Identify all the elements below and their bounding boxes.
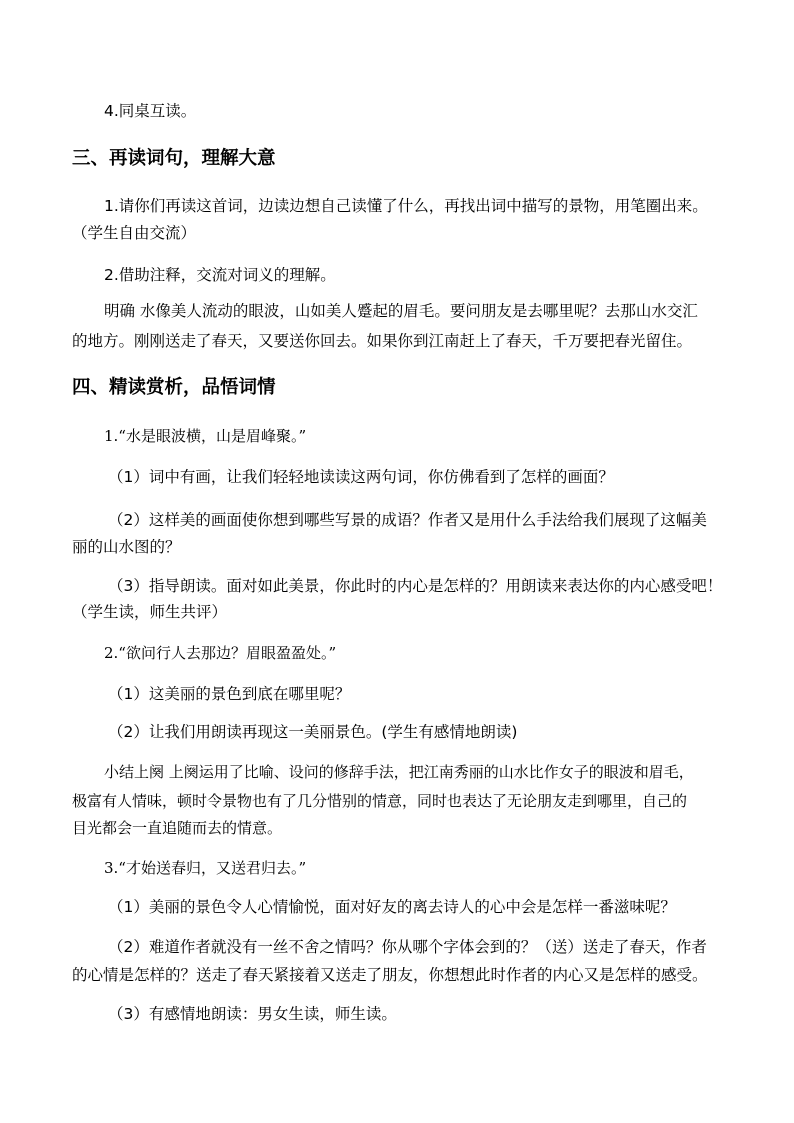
section-3-heading: 三、再读词句，理解大意 (72, 148, 276, 169)
s3-answer-line-1: 明确 水像美人流动的眼波，山如美人蹙起的眉毛。要问朋友是去哪里呢？去那山水交汇 (104, 302, 698, 320)
intro-item-4: 4.同桌互读。 (104, 102, 197, 120)
section-4-heading: 四、精读赏析，品悟词情 (72, 377, 276, 398)
summary-line-1: 小结上阕 上阕运用了比喻、设问的修辞手法，把江南秀丽的山水比作女子的眼波和眉毛， (104, 763, 694, 781)
q3-sub-3: （3）有感情地朗读：男女生读，师生读。 (108, 1005, 397, 1023)
q3-sub-2-line-2: 的心情是怎样的？送走了春天紧接着又送走了朋友，你想想此时作者的内心又是怎样的感受。 (72, 966, 708, 984)
q1-sub-2-line-2: 丽的山水图的？ (72, 538, 181, 556)
s3-paragraph-1-line-1: 1.请你们再读这首词，边读边想自己读懂了什么，再找出词中描写的景物，用笔圈出来。 (104, 197, 708, 215)
q1-sub-3-line-2: （学生读，师生共评） (72, 603, 228, 621)
q3-sub-2-line-1: （2）难道作者就没有一丝不舍之情吗？你从哪个字体会到的？（送）送走了春天，作者 (108, 938, 707, 956)
summary-line-2: 极富有人情味，顿时令景物也有了几分惜别的情意，同时也表达了无论朋友走到哪里，自己的 (72, 792, 688, 810)
q1-sub-3-line-1: （3）指导朗读。面对如此美景，你此时的内心是怎样的？用朗读来表达你的内心感受吧！ (108, 577, 723, 595)
s3-paragraph-2: 2.借助注释，交流对词义的理解。 (104, 266, 336, 284)
q1-sub-2-line-1: （2）这样美的画面使你想到哪些写景的成语？作者又是用什么手法给我们展现了这幅美 (108, 511, 707, 529)
q2-sub-1: （1）这美丽的景色到底在哪里呢？ (108, 685, 351, 703)
summary-line-3: 目光都会一直追随而去的情意。 (72, 819, 283, 837)
s3-answer-line-2: 的地方。刚刚送走了春天，又要送你回去。如果你到江南赶上了春天，千万要把春光留住。 (72, 332, 693, 350)
q1-sub-1: （1）词中有画，让我们轻轻地读读这两句词，你仿佛看到了怎样的画面？ (108, 468, 614, 486)
q2-sub-2: （2）让我们用朗读再现这一美丽景色。(学生有感情地朗读) (108, 723, 518, 741)
s3-paragraph-1-line-2: （学生自由交流） (72, 224, 197, 242)
q3-title: 3.“才始送春归，又送君归去。” (104, 859, 307, 877)
q1-title: 1.“水是眼波横，山是眉峰聚。” (104, 427, 307, 445)
q3-sub-1: （1）美丽的景色令人心情愉悦，面对好友的离去诗人的心中会是怎样一番滋味呢？ (108, 898, 676, 916)
q2-title: 2.“欲问行人去那边？眉眼盈盈处。” (104, 644, 337, 662)
